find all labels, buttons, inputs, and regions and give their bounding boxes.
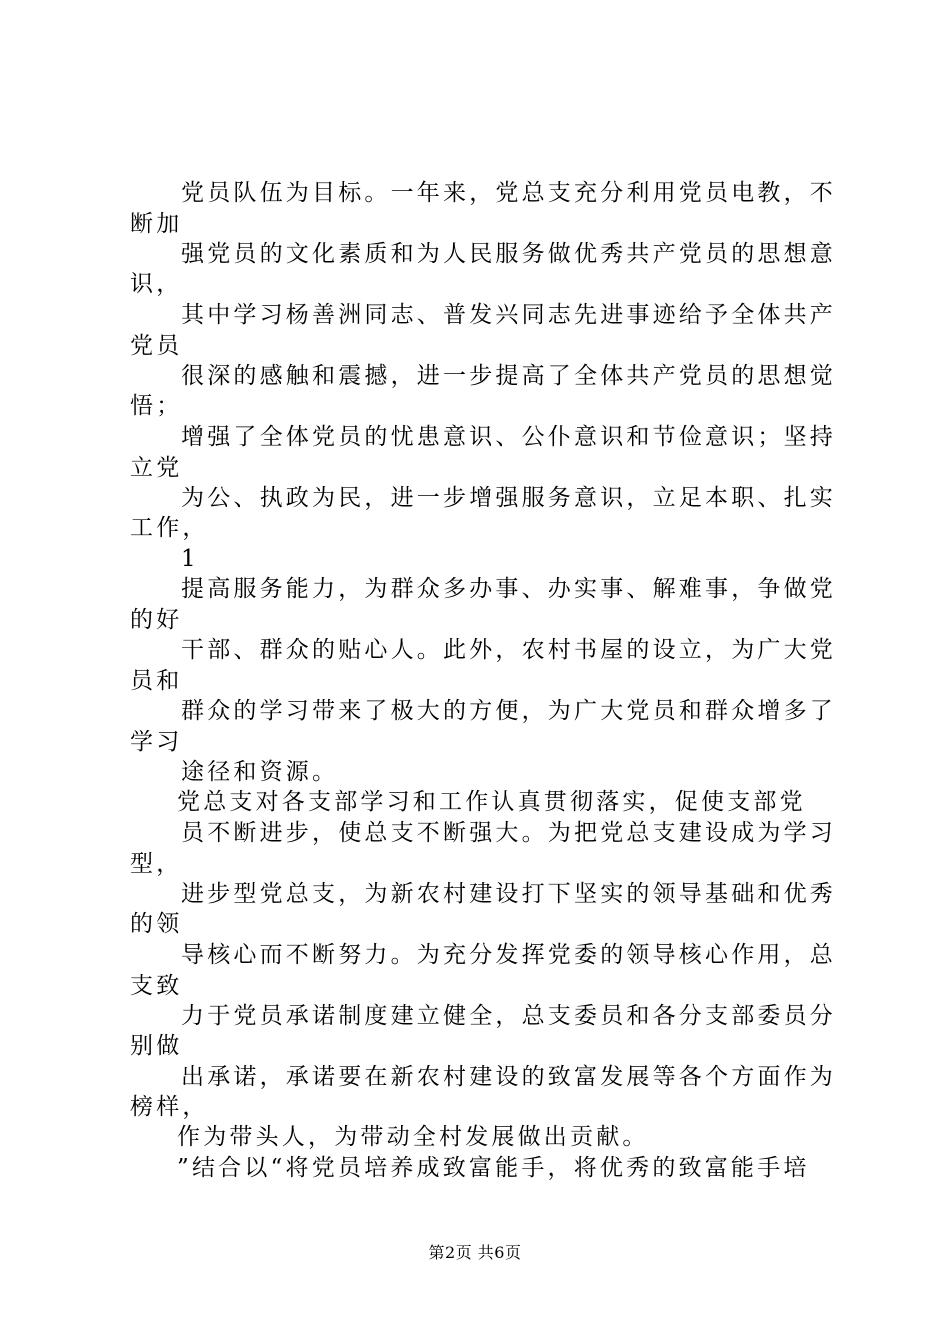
text-line: 力于党员承诺制度建立健全，总支委员和各分支部委员分 bbox=[181, 1003, 836, 1029]
text-line: 立党 bbox=[130, 455, 183, 481]
page-number-marker: 1 bbox=[181, 546, 199, 572]
text-line: 干部、群众的贴心人。此外，农村书屋的设立，为广大党 bbox=[181, 637, 836, 663]
text-line: 很深的感触和震撼，进一步提高了全体共产党员的思想觉 bbox=[181, 363, 836, 389]
text-line: 支致 bbox=[130, 973, 183, 999]
text-line: 学习 bbox=[130, 729, 183, 755]
text-line: 进步型党总支，为新农村建设打下坚实的领导基础和优秀 bbox=[181, 881, 836, 907]
text-line: 悟； bbox=[130, 393, 183, 419]
text-line: 员和 bbox=[130, 668, 183, 694]
text-line: 为公、执政为民，进一步增强服务意识，立足本职、扎实 bbox=[181, 485, 836, 511]
text-line: 党员 bbox=[130, 333, 183, 359]
text-line: 榜样， bbox=[130, 1094, 209, 1120]
text-line: 党总支对各支部学习和工作认真贯彻落实，促使支部党 bbox=[177, 789, 806, 815]
text-line: 群众的学习带来了极大的方便，为广大党员和群众增多了 bbox=[181, 698, 836, 724]
text-line: 型， bbox=[130, 851, 183, 877]
text-line: 出承诺，承诺要在新农村建设的致富发展等各个方面作为 bbox=[181, 1064, 836, 1090]
text-line: 的好 bbox=[130, 607, 183, 633]
text-line: 别做 bbox=[130, 1033, 183, 1059]
text-line: ”结合以“将党员培养成致富能手，将优秀的致富能手培 bbox=[177, 1155, 810, 1181]
text-line: 员不断进步，使总支不断强大。为把党总支建设成为学习 bbox=[181, 820, 836, 846]
text-line: 途径和资源。 bbox=[181, 759, 339, 785]
text-line: 导核心而不断努力。为充分发挥党委的领导核心作用，总 bbox=[181, 942, 836, 968]
text-line: 断加 bbox=[130, 211, 183, 237]
page-footer: 第2页 共6页 bbox=[428, 1243, 522, 1262]
text-line: 识， bbox=[130, 271, 183, 297]
text-line: 提高服务能力，为群众多办事、办实事、解难事，争做党 bbox=[181, 576, 836, 602]
text-line: 增强了全体党员的忧患意识、公仆意识和节俭意识；坚持 bbox=[181, 424, 836, 450]
text-line: 其中学习杨善洲同志、普发兴同志先进事迹给予全体共产 bbox=[181, 302, 836, 328]
text-line: 工作， bbox=[130, 515, 209, 541]
text-line: 的领 bbox=[130, 911, 183, 937]
text-line: 党员队伍为目标。一年来，党总支充分利用党员电教，不 bbox=[181, 180, 836, 206]
text-line: 作为带头人，为带动全村发展做出贡献。 bbox=[177, 1124, 649, 1150]
text-line: 强党员的文化素质和为人民服务做优秀共产党员的思想意 bbox=[181, 241, 836, 267]
